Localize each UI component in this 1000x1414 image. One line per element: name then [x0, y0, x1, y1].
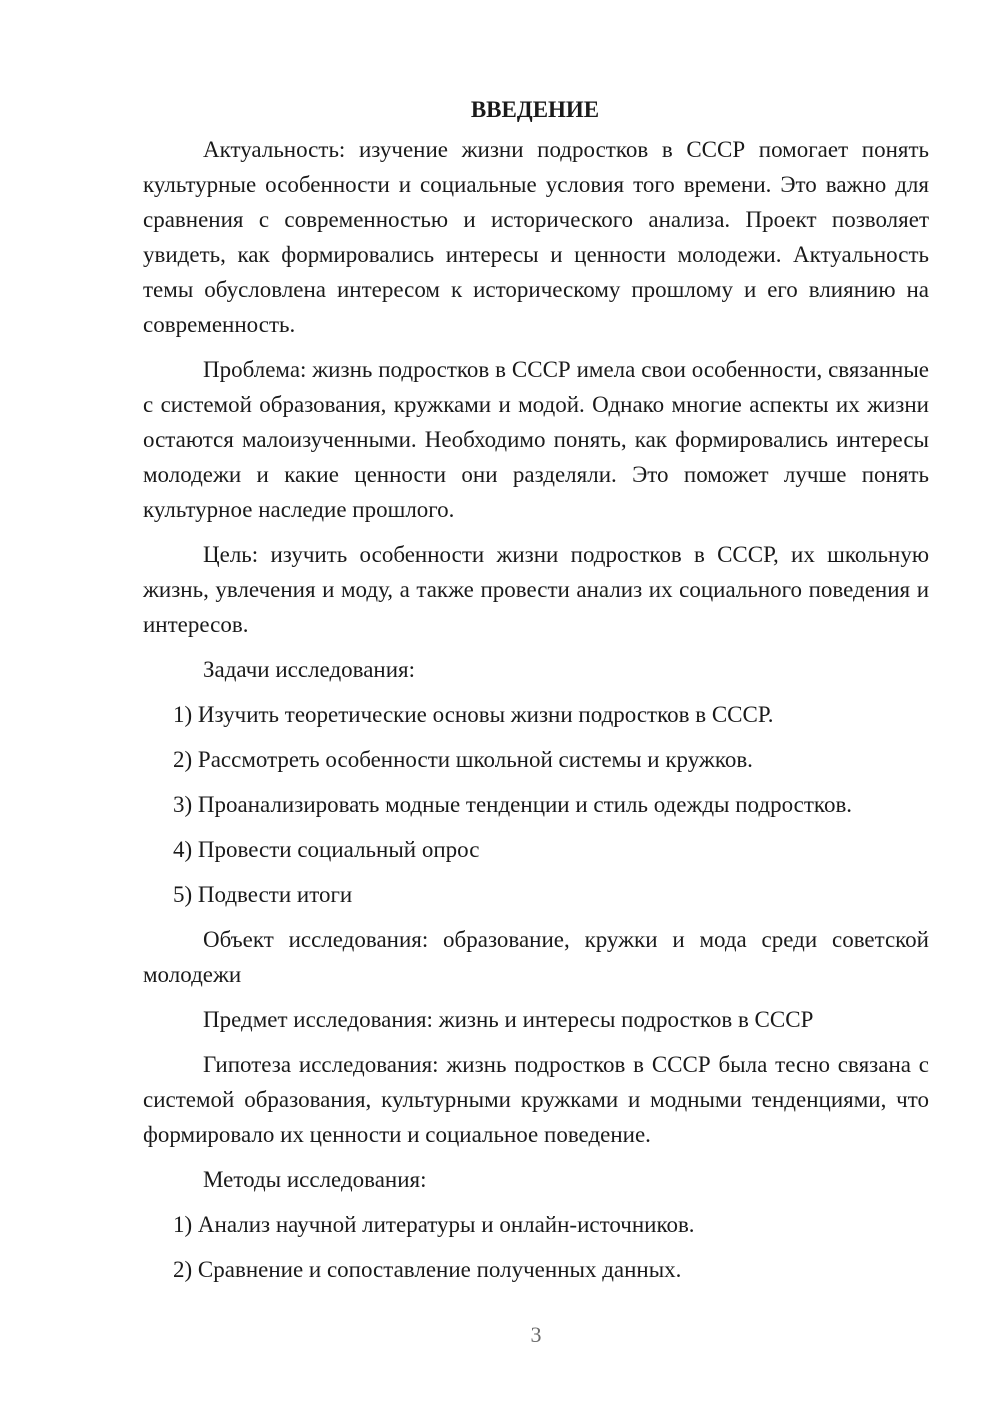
page-number: 3 [530, 1322, 542, 1347]
problem-paragraph: Проблема: жизнь подростков в СССР имела свои особенности, связанные с системой образования, кружками и модой. Однако многие аспекты их жизни остаются малоизученными. Необходимо понять, как формировались интересы молодежи и какие ценности они разделяли. Это поможет лучше понять культурное наследие прошлого. [143, 357, 929, 522]
page-content [143, 92, 929, 1287]
relevance-paragraph: Актуальность: изучение жизни подростков в СССР помогает понять культурные особенности и социальные условия того времени. Это важно для сравнения с современностью и исторического анализа. Проект позволяет увидеть, как формировались интересы и ценности молодежи. Актуальность темы обусловлена интересом к историческому прошлому и его влиянию на современность. [143, 137, 929, 337]
method-item: 1) Анализ научной литературы и онлайн-источников. [173, 1212, 695, 1237]
task-item: 5) Подвести итоги [173, 882, 353, 907]
task-item: 2) Рассмотреть особенности школьной системы и кружков. [173, 747, 753, 772]
tasks-list [143, 697, 929, 912]
methods-title: Методы исследования: [203, 1167, 427, 1192]
object-paragraph: Объект исследования: образование, кружки и мода среди советской молодежи [143, 927, 929, 987]
method-item: 2) Сравнение и сопоставление полученных данных. [173, 1257, 682, 1282]
task-item: 4) Провести социальный опрос [173, 837, 480, 862]
methods-list [143, 1207, 929, 1287]
task-item: 1) Изучить теоретические основы жизни подростков в СССР. [173, 702, 774, 727]
section-heading: ВВЕДЕНИЕ [470, 97, 600, 122]
tasks-title: Задачи исследования: [203, 657, 416, 682]
hypothesis-paragraph: Гипотеза исследования: жизнь подростков в СССР была тесно связана с системой образования, культурными кружками и модными тенденциями, что формировало их ценности и социальное поведение. [143, 1052, 929, 1147]
task-item: 3) Проанализировать модные тенденции и стиль одежды подростков. [173, 792, 853, 817]
goal-paragraph: Цель: изучить особенности жизни подростков в СССР, их школьную жизнь, увлечения и моду, а также провести анализ их социального поведения и интересов. [143, 542, 929, 637]
subject-paragraph: Предмет исследования: жизнь и интересы подростков в СССР [203, 1007, 814, 1032]
